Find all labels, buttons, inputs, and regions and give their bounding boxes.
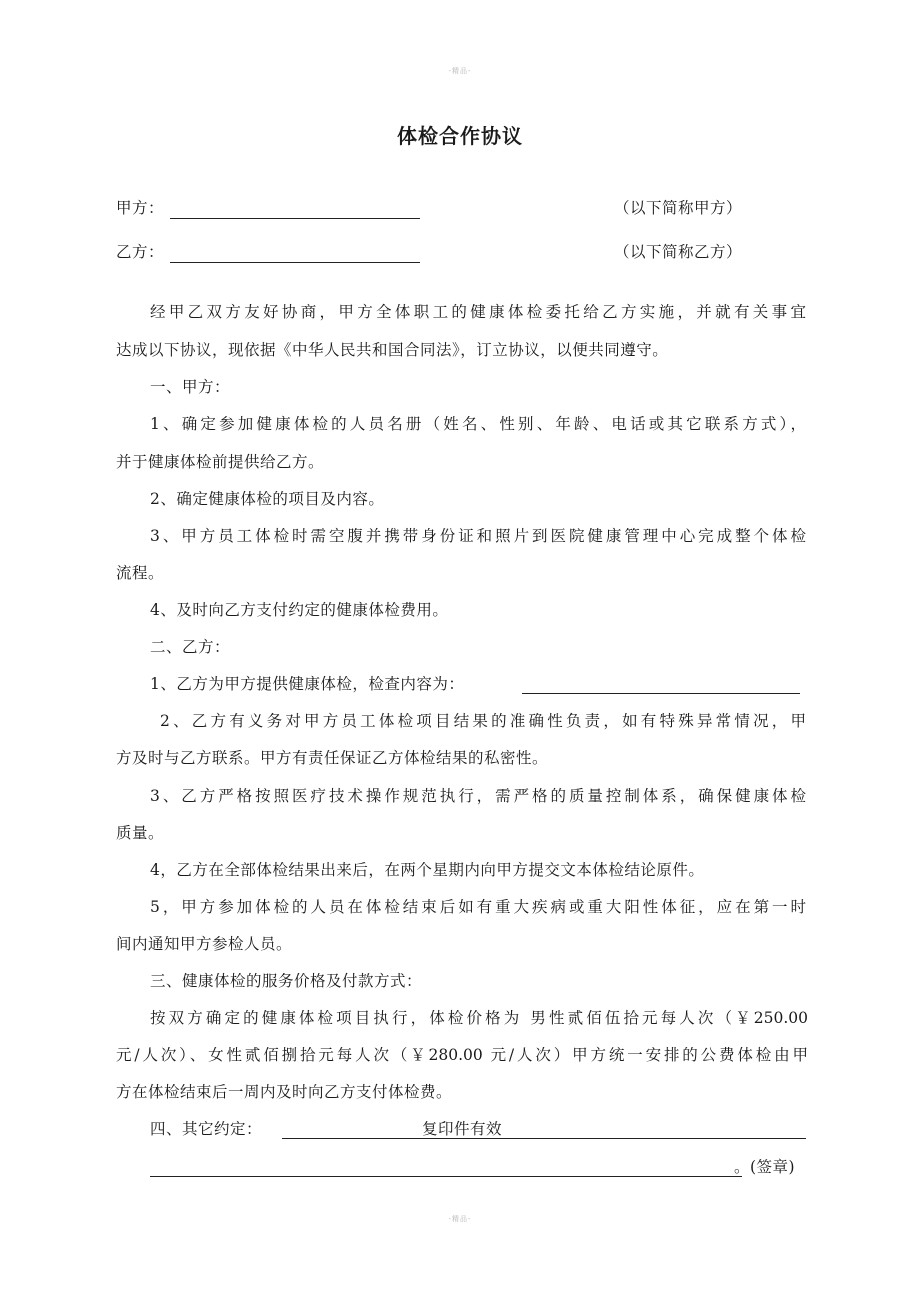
section-2-item-3-line-2: 质量。: [116, 824, 165, 842]
section-4-heading: 四、其它约定：: [150, 1120, 263, 1138]
section-2-item-5-line-1: 5，甲方参加体检的人员在体检结束后如有重大疾病或重大阳性体征，应在第一时: [150, 898, 806, 916]
party-b-note: （以下简称乙方）: [614, 243, 743, 261]
party-a-label: 甲方：: [116, 199, 165, 217]
intro-line-2: 达成以下协议，现依据《中华人民共和国合同法》，订立协议，以便共同遵守。: [116, 341, 669, 359]
section-1-heading: 一、甲方：: [150, 378, 231, 396]
exam-content-blank: [522, 693, 800, 694]
section-3-line-1: 按双方确定的健康体检项目执行，体检价格为 男性贰佰伍拾元每人次（￥250.00: [150, 1009, 808, 1027]
section-3-heading: 三、健康体检的服务价格及付款方式：: [150, 972, 423, 990]
section-2-item-5-line-2: 间内通知甲方参检人员。: [116, 935, 293, 953]
other-terms-blank-1: [282, 1138, 806, 1139]
signature-seal-label: 。(签章): [734, 1158, 796, 1176]
section-1-item-4: 4、及时向乙方支付约定的健康体检费用。: [150, 601, 449, 619]
header-watermark: -精品-: [448, 67, 472, 75]
footer-watermark: -精品-: [448, 1215, 472, 1223]
section-1-item-3-line-2: 流程。: [116, 564, 165, 582]
section-2-item-2-line-1: 2、乙方有义务对甲方员工体检项目结果的准确性负责，如有特殊异常情况，甲: [160, 712, 806, 730]
section-2-item-3-line-1: 3、乙方严格按照医疗技术操作规范执行，需严格的质量控制体系，确保健康体检: [150, 787, 806, 805]
other-terms-blank-2: [150, 1176, 742, 1177]
section-1-item-1-line-1: 1、确定参加健康体检的人员名册（姓名、性别、年龄、电话或其它联系方式），: [150, 415, 806, 433]
intro-line-1: 经甲乙双方友好协商，甲方全体职工的健康体检委托给乙方实施，并就有关事宜: [150, 303, 806, 321]
section-3-line-2: 元/人次）、女性贰佰捌拾元每人次（￥280.00 元/人次）甲方统一安排的公费体检由甲: [116, 1046, 808, 1064]
section-2-item-1: 1、乙方为甲方提供健康体检，检查内容为：: [150, 675, 465, 693]
other-terms-filled-text: 复印件有效: [422, 1120, 503, 1138]
section-1-item-1-line-2: 并于健康体检前提供给乙方。: [116, 453, 325, 471]
section-3-line-3: 方在体检结束后一周内及时向乙方支付体检费。: [116, 1083, 453, 1101]
section-2-heading: 二、乙方：: [150, 638, 231, 656]
party-b-label: 乙方：: [116, 243, 165, 261]
section-2-item-4: 4，乙方在全部体检结果出来后，在两个星期内向甲方提交文本体检结论原件。: [150, 861, 705, 879]
section-1-item-3-line-1: 3、甲方员工体检时需空腹并携带身份证和照片到医院健康管理中心完成整个体检: [150, 527, 806, 545]
party-a-note: （以下简称甲方）: [614, 199, 743, 217]
section-1-item-2: 2、确定健康体检的项目及内容。: [150, 490, 385, 508]
party-b-blank: [170, 262, 420, 263]
document-title: 体检合作协议: [397, 124, 523, 148]
section-2-item-2-line-2: 方及时与乙方联系。甲方有责任保证乙方体检结果的私密性。: [116, 749, 549, 767]
party-a-blank: [170, 218, 420, 219]
